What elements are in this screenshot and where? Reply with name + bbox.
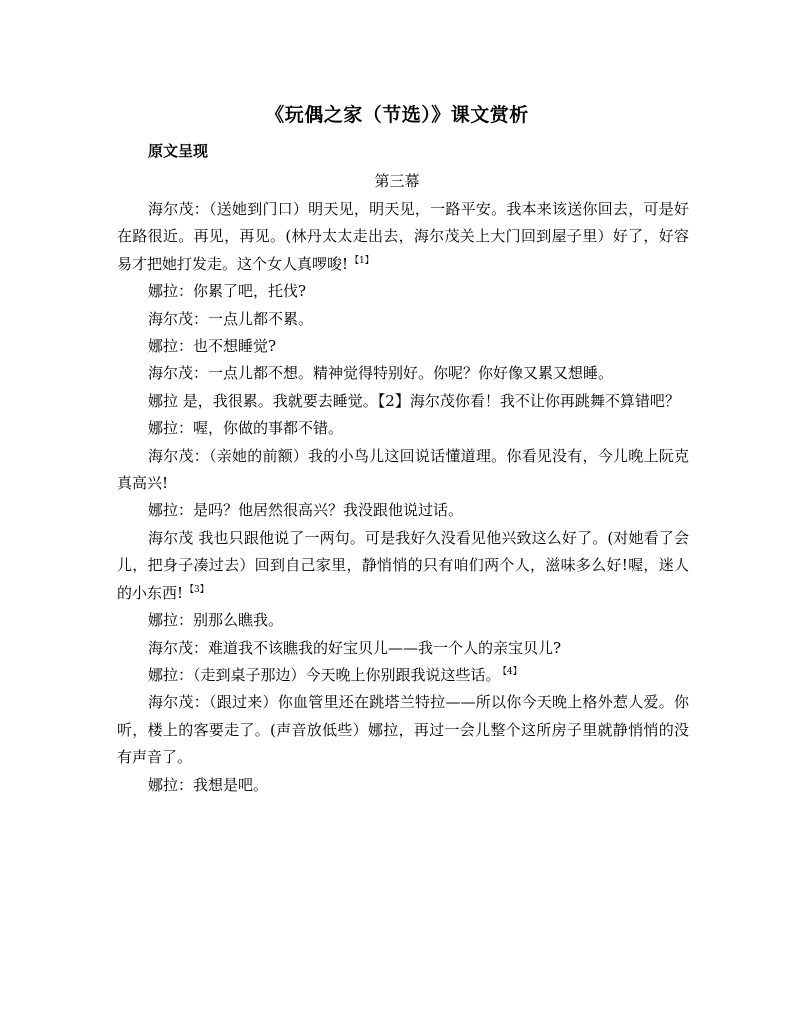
dialogue-body xyxy=(117,196,689,799)
footnote-marker: 【3】 xyxy=(185,584,209,595)
dialogue-paragraph xyxy=(117,415,689,442)
document-title: 《玩偶之家（节选）》课文赏析 xyxy=(265,104,529,126)
footnote-marker: 【1】 xyxy=(350,255,374,266)
dialogue-paragraph xyxy=(117,306,689,333)
dialogue-paragraph xyxy=(117,196,689,278)
dialogue-paragraph xyxy=(117,689,689,771)
dialogue-text: 娜拉：喔，你做的事都不错。 xyxy=(148,419,344,438)
dialogue-text: 娜拉：是吗？他居然很高兴？我没跟他说过话。 xyxy=(148,501,464,520)
dialogue-text: 海尔茂 我也只跟他说了一两句。可是我好久没看见他兴致这么好了。(对她看了会儿，把身子凑过去）回到自己家里，静悄悄的只有咱们两个人，滋味多么好!喔，迷人的小东西! xyxy=(117,528,689,602)
dialogue-paragraph xyxy=(117,278,689,305)
dialogue-text: 娜拉：我想是吧。 xyxy=(148,775,269,794)
dialogue-text: 海尔茂：一点儿都不累。 xyxy=(148,309,314,328)
dialogue-paragraph xyxy=(117,635,689,662)
section-heading: 原文呈现 xyxy=(148,142,209,160)
dialogue-text: 娜拉：你累了吧，托伐? xyxy=(148,282,307,301)
dialogue-text: 娜拉：也不想睡觉? xyxy=(148,337,277,356)
footnote-marker: 【4】 xyxy=(502,666,522,677)
dialogue-text: 娜拉：别那么瞧我。 xyxy=(148,611,284,630)
dialogue-paragraph xyxy=(117,443,689,498)
dialogue-text: 海尔茂：一点儿都不想。精神觉得特别好。你呢？你好像又累又想睡。 xyxy=(148,364,614,383)
dialogue-paragraph xyxy=(117,388,689,415)
dialogue-paragraph xyxy=(117,607,689,634)
dialogue-paragraph xyxy=(117,662,689,689)
dialogue-text: 海尔茂：（送她到门口）明天见，明天见，一路平安。我本来该送你回去，可是好在路很近。再见，再见。(林丹太太走出去，海尔茂关上大门回到屋子里）好了，好容易才把她打发走。这个女人真啰唆! xyxy=(117,200,689,273)
dialogue-paragraph xyxy=(117,525,689,607)
dialogue-text: 娜拉 是，我很累。我就要去睡觉。【2】海尔茂你看！我不让你再跳舞不算错吧？ xyxy=(148,391,680,410)
dialogue-text: 海尔茂：（亲她的前额）我的小鸟儿这回说话懂道理。你看见没有，今儿晚上阮克真高兴! xyxy=(117,446,689,493)
dialogue-text: 海尔茂：（跟过来）你血管里还在跳塔兰特拉——所以你今天晚上格外惹人爱。你听，楼上的客要走了。(声音放低些）娜拉，再过一会儿整个这所房子里就静悄悄的没有声音了。 xyxy=(117,693,689,767)
dialogue-paragraph xyxy=(117,497,689,524)
dialogue-text: 海尔茂：难道我不该瞧我的好宝贝儿——我一个人的亲宝贝儿? xyxy=(148,638,562,657)
dialogue-paragraph xyxy=(117,333,689,360)
dialogue-text: 娜拉：（走到桌子那边）今天晚上你别跟我说这些话。 xyxy=(148,665,501,684)
dialogue-paragraph xyxy=(117,772,689,799)
dialogue-paragraph xyxy=(117,360,689,387)
act-heading: 第三幕 xyxy=(374,172,420,190)
